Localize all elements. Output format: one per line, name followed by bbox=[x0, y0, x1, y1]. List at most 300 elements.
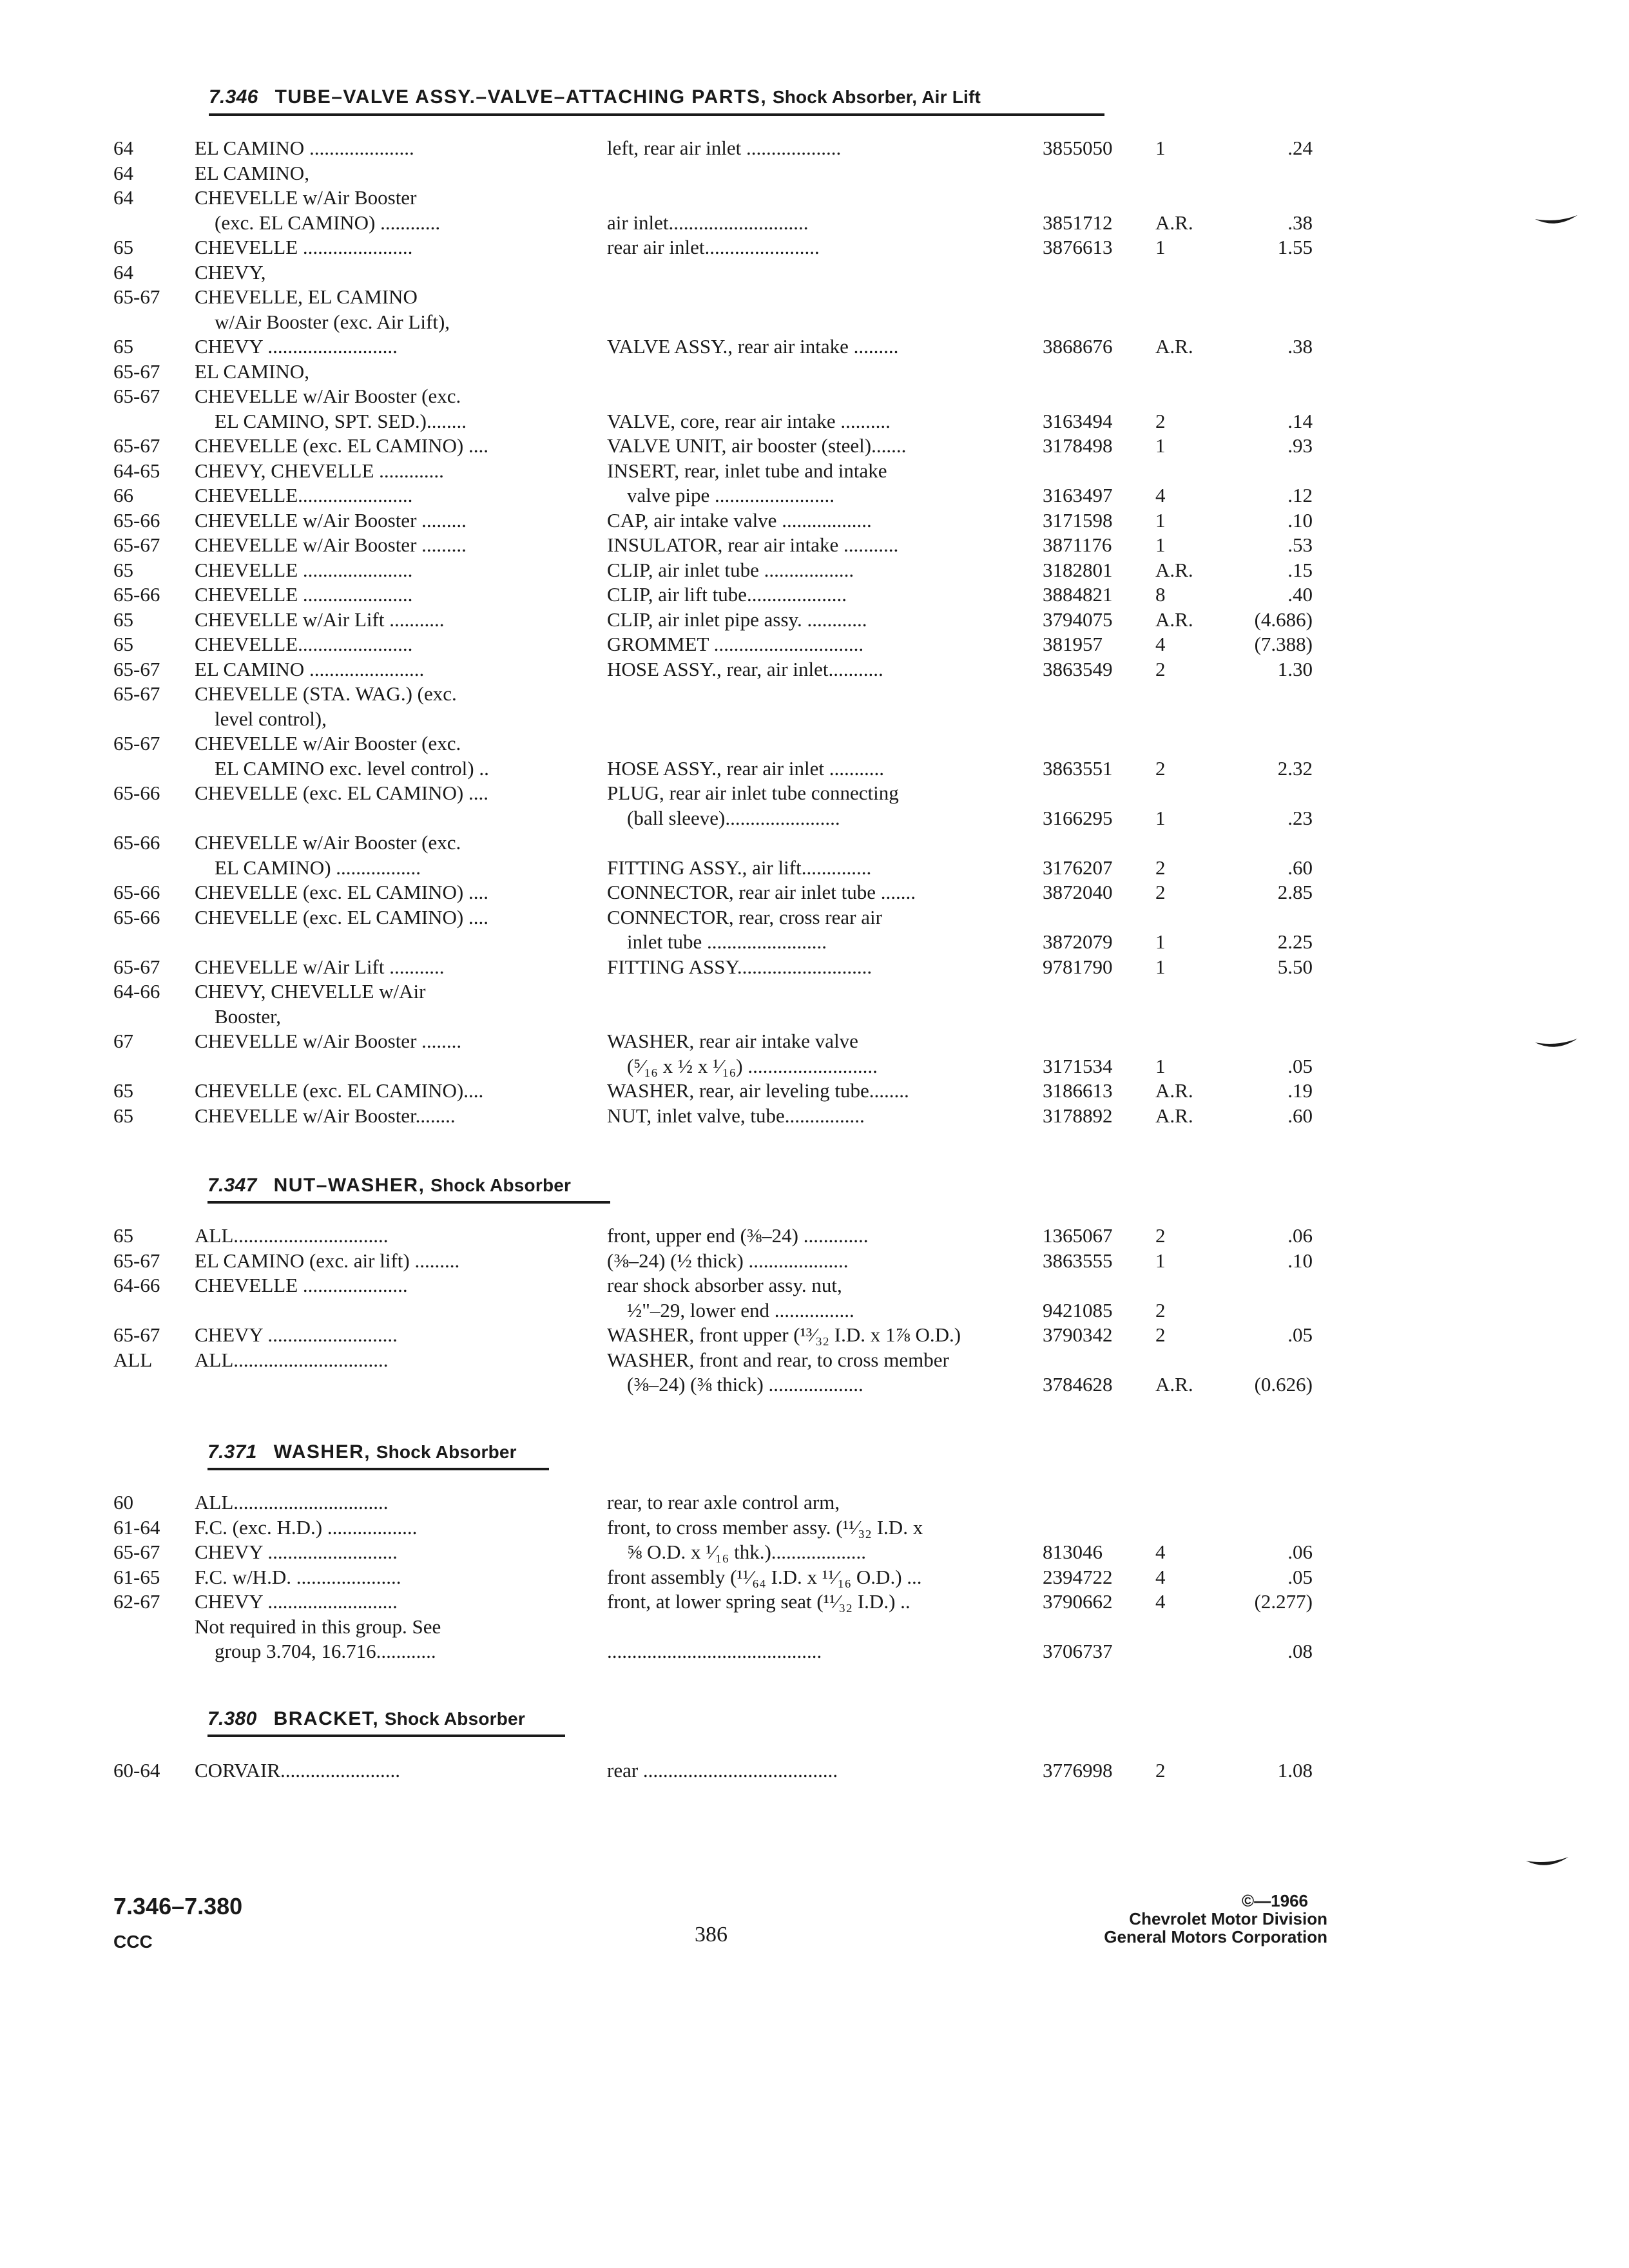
cell-app: group 3.704, 16.716............ bbox=[195, 1640, 436, 1662]
cell-qty: A.R. bbox=[1155, 211, 1193, 234]
footer-range: 7.346–7.380 bbox=[113, 1893, 243, 1919]
cell-qty: 2 bbox=[1155, 657, 1166, 680]
table-row bbox=[0, 731, 1629, 756]
cell-price: .05 bbox=[1287, 1565, 1313, 1588]
cell-app: CHEVELLE (exc. EL CAMINO) .... bbox=[195, 782, 488, 804]
cell-year: 60-64 bbox=[113, 1759, 160, 1782]
cell-part: 813046 bbox=[1043, 1541, 1103, 1563]
cell-price: 5.50 bbox=[1277, 955, 1313, 978]
cell-year: 65 bbox=[113, 608, 133, 631]
table-row bbox=[0, 805, 1629, 831]
cell-qty: 1 bbox=[1155, 1249, 1166, 1272]
cell-part: 3163494 bbox=[1043, 409, 1113, 432]
footer-corporation: General Motors Corporation bbox=[1104, 1927, 1327, 1946]
cell-price: (7.388) bbox=[1254, 633, 1313, 655]
cell-year: 64 bbox=[113, 161, 133, 184]
table-row bbox=[0, 260, 1629, 285]
cell-part: 3872040 bbox=[1043, 881, 1113, 903]
table-row bbox=[0, 1248, 1629, 1274]
margin-mark-icon bbox=[1534, 210, 1579, 229]
cell-part: 2394722 bbox=[1043, 1565, 1113, 1588]
table-row bbox=[0, 879, 1629, 905]
cell-desc: ⅝ O.D. x ¹⁄₁₆ thk.)................... bbox=[607, 1541, 867, 1563]
cell-year: 65 bbox=[113, 558, 133, 581]
cell-qty: A.R. bbox=[1155, 335, 1193, 358]
cell-app: Booster, bbox=[195, 1004, 281, 1028]
cell-price: (2.277) bbox=[1254, 1590, 1313, 1613]
cell-qty: 1 bbox=[1155, 955, 1166, 978]
cell-part: 3784628 bbox=[1043, 1373, 1113, 1396]
cell-desc: INSERT, rear, inlet tube and intake bbox=[607, 459, 887, 482]
cell-price: .93 bbox=[1287, 434, 1313, 457]
cell-part: 3872079 bbox=[1043, 930, 1113, 953]
cell-year: 65 bbox=[113, 633, 133, 655]
cell-year: 65-67 bbox=[113, 385, 160, 407]
cell-desc: VALVE UNIT, air booster (steel)....... bbox=[607, 434, 907, 457]
page-number: 386 bbox=[695, 1923, 728, 1946]
cell-part: 3178892 bbox=[1043, 1104, 1113, 1127]
cell-app: Not required in this group. See bbox=[195, 1615, 441, 1638]
table-row bbox=[0, 1298, 1629, 1323]
table-row bbox=[0, 284, 1629, 310]
cell-year: 65 bbox=[113, 1104, 133, 1127]
table-row bbox=[0, 210, 1629, 236]
section-number: 7.346 bbox=[209, 86, 258, 108]
cell-desc: front, to cross member assy. (¹¹⁄₃₂ I.D. x bbox=[607, 1515, 923, 1539]
cell-app: CHEVELLE w/Air Booster ......... bbox=[195, 533, 467, 556]
cell-app: EL CAMINO (exc. air lift) ......... bbox=[195, 1249, 460, 1272]
table-row bbox=[0, 458, 1629, 484]
cell-qty: 4 bbox=[1155, 1565, 1166, 1588]
cell-app: CHEVELLE (exc. EL CAMINO) .... bbox=[195, 881, 488, 903]
cell-year: 64-66 bbox=[113, 1274, 160, 1296]
cell-price: (0.626) bbox=[1254, 1373, 1313, 1396]
cell-year: 65-67 bbox=[113, 360, 160, 383]
cell-price: .05 bbox=[1287, 1323, 1313, 1346]
section-subtitle: Shock Absorber bbox=[430, 1175, 572, 1195]
cell-desc: rear air inlet....................... bbox=[607, 236, 820, 258]
cell-qty: 2 bbox=[1155, 1224, 1166, 1247]
cell-qty: 2 bbox=[1155, 856, 1166, 879]
table-row bbox=[0, 1515, 1629, 1541]
cell-year: 65 bbox=[113, 236, 133, 258]
cell-part: 3182801 bbox=[1043, 558, 1113, 581]
cell-year: 65-67 bbox=[113, 1541, 160, 1563]
cell-price: 2.85 bbox=[1277, 881, 1313, 903]
cell-qty: 2 bbox=[1155, 1323, 1166, 1346]
cell-desc: WASHER, rear, air leveling tube........ bbox=[607, 1079, 909, 1102]
cell-year: 66 bbox=[113, 484, 133, 506]
table-row bbox=[0, 1564, 1629, 1590]
section-header-7-346 bbox=[209, 86, 981, 108]
table-row bbox=[0, 979, 1629, 1004]
footer-code: CCC bbox=[113, 1932, 153, 1952]
cell-year: 60 bbox=[113, 1491, 133, 1514]
section-rule bbox=[209, 113, 1104, 116]
table-row bbox=[0, 780, 1629, 806]
cell-qty: A.R. bbox=[1155, 1373, 1193, 1396]
table-row bbox=[0, 830, 1629, 856]
cell-year: 65-66 bbox=[113, 831, 160, 854]
cell-year: 65-67 bbox=[113, 955, 160, 978]
cell-year: 65-66 bbox=[113, 782, 160, 804]
cell-year: 65-67 bbox=[113, 682, 160, 705]
cell-year: 64 bbox=[113, 260, 133, 284]
cell-app: (exc. EL CAMINO) ............ bbox=[195, 211, 441, 234]
table-row bbox=[0, 433, 1629, 459]
cell-desc: CONNECTOR, rear air inlet tube ....... bbox=[607, 881, 916, 903]
cell-desc: (ball sleeve)....................... bbox=[607, 806, 840, 829]
cell-year: 61-65 bbox=[113, 1565, 160, 1588]
cell-desc: (⁵⁄₁₆ x ½ x ¹⁄₁₆) .......................... bbox=[607, 1054, 878, 1077]
section-title: BRACKET, bbox=[273, 1708, 380, 1729]
cell-qty: 2 bbox=[1155, 1759, 1166, 1782]
section-number: 7.371 bbox=[207, 1441, 257, 1463]
cell-part: 1365067 bbox=[1043, 1224, 1113, 1247]
cell-app: CORVAIR........................ bbox=[195, 1759, 401, 1782]
table-row bbox=[0, 631, 1629, 657]
section-subtitle: Shock Absorber, Air Lift bbox=[772, 87, 981, 107]
cell-desc: PLUG, rear air inlet tube connecting bbox=[607, 782, 899, 804]
cell-app: CHEVELLE w/Air Booster (exc. bbox=[195, 732, 461, 754]
table-row bbox=[0, 160, 1629, 186]
cell-app: EL CAMINO, bbox=[195, 360, 309, 383]
table-row bbox=[0, 1322, 1629, 1348]
table-row bbox=[0, 185, 1629, 211]
section-header-7-371 bbox=[207, 1441, 517, 1463]
cell-price: .06 bbox=[1287, 1541, 1313, 1563]
cell-qty: 4 bbox=[1155, 1590, 1166, 1613]
section-header-7-380 bbox=[207, 1708, 525, 1730]
cell-price: .10 bbox=[1287, 508, 1313, 532]
cell-desc: WASHER, front and rear, to cross member bbox=[607, 1348, 949, 1371]
cell-app: w/Air Booster (exc. Air Lift), bbox=[195, 310, 450, 333]
cell-desc: front, upper end (⅜–24) ............. bbox=[607, 1224, 869, 1247]
table-row bbox=[0, 1223, 1629, 1249]
table-row bbox=[0, 954, 1629, 980]
cell-desc: FITTING ASSY., air lift.............. bbox=[607, 856, 872, 879]
table-row bbox=[0, 681, 1629, 707]
cell-price: .38 bbox=[1287, 211, 1313, 234]
cell-part: 3868676 bbox=[1043, 335, 1113, 358]
cell-qty: A.R. bbox=[1155, 608, 1193, 631]
cell-app: CHEVELLE w/Air Lift ........... bbox=[195, 955, 445, 978]
section-number: 7.347 bbox=[207, 1175, 257, 1196]
cell-year: 67 bbox=[113, 1030, 133, 1052]
footer-copyright: ©—1966 bbox=[1242, 1891, 1308, 1910]
cell-app: EL CAMINO, bbox=[195, 161, 309, 184]
cell-qty: 2 bbox=[1155, 756, 1166, 780]
cell-price: 1.30 bbox=[1277, 657, 1313, 680]
cell-year: 65-66 bbox=[113, 508, 160, 532]
cell-desc: front assembly (¹¹⁄₆₄ I.D. x ¹¹⁄₁₆ O.D.) ... bbox=[607, 1565, 922, 1588]
cell-year: 65-67 bbox=[113, 533, 160, 556]
cell-app: CHEVY .......................... bbox=[195, 1541, 398, 1563]
section-rule bbox=[207, 1201, 610, 1204]
cell-desc: GROMMET .............................. bbox=[607, 633, 864, 655]
section-title: WASHER, bbox=[273, 1441, 371, 1463]
cell-desc: CLIP, air lift tube.................... bbox=[607, 583, 847, 606]
cell-part: 3876613 bbox=[1043, 236, 1113, 258]
cell-price: .19 bbox=[1287, 1079, 1313, 1102]
table-row bbox=[0, 334, 1629, 360]
table-row bbox=[0, 1078, 1629, 1104]
cell-desc: CONNECTOR, rear, cross rear air bbox=[607, 905, 882, 928]
cell-qty: 1 bbox=[1155, 930, 1166, 953]
cell-desc: rear, to rear axle control arm, bbox=[607, 1491, 840, 1514]
cell-app: CHEVELLE w/Air Booster (exc. bbox=[195, 831, 461, 854]
cell-price: .60 bbox=[1287, 1104, 1313, 1127]
table-row bbox=[0, 929, 1629, 955]
cell-price: .12 bbox=[1287, 484, 1313, 506]
section-title: NUT–WASHER, bbox=[273, 1175, 425, 1196]
table-row bbox=[0, 408, 1629, 434]
cell-desc: (⅜–24) (⅜ thick) ................... bbox=[607, 1373, 863, 1396]
table-row bbox=[0, 309, 1629, 335]
cell-part: 3863555 bbox=[1043, 1249, 1113, 1272]
cell-qty: 2 bbox=[1155, 1298, 1166, 1321]
section-number: 7.380 bbox=[207, 1708, 257, 1729]
table-row bbox=[0, 235, 1629, 260]
cell-part: 3863549 bbox=[1043, 657, 1113, 680]
cell-desc: left, rear air inlet ................... bbox=[607, 137, 842, 159]
cell-app: CHEVELLE ...................... bbox=[195, 236, 413, 258]
cell-desc: VALVE ASSY., rear air intake ......... bbox=[607, 335, 899, 358]
cell-desc: CLIP, air inlet tube .................. bbox=[607, 558, 854, 581]
table-row bbox=[0, 905, 1629, 930]
section-subtitle: Shock Absorber bbox=[376, 1442, 517, 1462]
cell-app: F.C. (exc. H.D.) .................. bbox=[195, 1515, 418, 1539]
cell-app: CHEVELLE (STA. WAG.) (exc. bbox=[195, 682, 457, 705]
cell-desc: CAP, air intake valve .................. bbox=[607, 508, 872, 532]
cell-qty: 1 bbox=[1155, 508, 1166, 532]
cell-desc: rear ....................................... bbox=[607, 1759, 838, 1782]
section-rule bbox=[207, 1735, 565, 1737]
cell-desc: FITTING ASSY........................... bbox=[607, 955, 872, 978]
cell-app: CHEVY .......................... bbox=[195, 1323, 398, 1346]
cell-year: ALL bbox=[113, 1348, 153, 1371]
cell-price: .15 bbox=[1287, 558, 1313, 581]
cell-part: 3794075 bbox=[1043, 608, 1113, 631]
cell-year: 65 bbox=[113, 1079, 133, 1102]
cell-app: CHEVELLE (exc. EL CAMINO) .... bbox=[195, 434, 488, 457]
cell-desc: CLIP, air inlet pipe assy. ............ bbox=[607, 608, 867, 631]
cell-year: 65-67 bbox=[113, 1249, 160, 1272]
cell-year: 65 bbox=[113, 335, 133, 358]
cell-qty: 1 bbox=[1155, 434, 1166, 457]
table-row bbox=[0, 508, 1629, 533]
cell-part: 9421085 bbox=[1043, 1298, 1113, 1321]
footer-division: Chevrolet Motor Division bbox=[1129, 1909, 1327, 1928]
cell-app: EL CAMINO) ................. bbox=[195, 856, 421, 879]
cell-price: .10 bbox=[1287, 1249, 1313, 1272]
cell-year: 65-67 bbox=[113, 285, 160, 308]
table-row bbox=[0, 582, 1629, 608]
cell-price: .38 bbox=[1287, 335, 1313, 358]
cell-app: CHEVELLE ...................... bbox=[195, 583, 413, 606]
cell-part: 3171534 bbox=[1043, 1054, 1113, 1077]
cell-qty: 1 bbox=[1155, 533, 1166, 556]
cell-year: 61-64 bbox=[113, 1515, 160, 1539]
cell-app: CHEVELLE ..................... bbox=[195, 1274, 408, 1296]
cell-qty: A.R. bbox=[1155, 1104, 1193, 1127]
table-row bbox=[0, 756, 1629, 782]
cell-qty: 1 bbox=[1155, 137, 1166, 159]
cell-year: 65-67 bbox=[113, 1323, 160, 1346]
table-row bbox=[0, 657, 1629, 682]
table-row bbox=[0, 1758, 1629, 1783]
cell-qty: A.R. bbox=[1155, 558, 1193, 581]
cell-app: ALL............................... bbox=[195, 1348, 389, 1371]
cell-qty: 2 bbox=[1155, 409, 1166, 432]
cell-desc: front, at lower spring seat (¹¹⁄₃₂ I.D.) .. bbox=[607, 1590, 911, 1613]
cell-year: 64 bbox=[113, 186, 133, 209]
cell-desc: WASHER, rear air intake valve bbox=[607, 1030, 858, 1052]
cell-app: CHEVELLE w/Air Booster bbox=[195, 186, 417, 209]
table-row bbox=[0, 1639, 1629, 1664]
cell-desc: (⅜–24) (½ thick) .................... bbox=[607, 1249, 849, 1272]
cell-desc: inlet tube ........................ bbox=[607, 930, 827, 953]
cell-part: 3884821 bbox=[1043, 583, 1113, 606]
cell-app: CHEVELLE....................... bbox=[195, 633, 413, 655]
cell-year: 65-66 bbox=[113, 583, 160, 606]
cell-app: CHEVELLE w/Air Lift ........... bbox=[195, 608, 445, 631]
cell-price: .23 bbox=[1287, 806, 1313, 829]
table-row bbox=[0, 1614, 1629, 1640]
cell-app: CHEVELLE (exc. EL CAMINO).... bbox=[195, 1079, 484, 1102]
cell-desc: HOSE ASSY., rear air inlet ........... bbox=[607, 756, 884, 780]
cell-desc: ........................................... bbox=[607, 1640, 822, 1662]
cell-app: level control), bbox=[195, 707, 327, 730]
cell-price: .60 bbox=[1287, 856, 1313, 879]
table-row bbox=[0, 532, 1629, 558]
cell-qty: 1 bbox=[1155, 236, 1166, 258]
cell-part: 3863551 bbox=[1043, 756, 1113, 780]
cell-year: 64-66 bbox=[113, 980, 160, 1003]
margin-mark-icon bbox=[1534, 1033, 1579, 1053]
cell-desc: HOSE ASSY., rear, air inlet........... bbox=[607, 657, 883, 680]
cell-price: .05 bbox=[1287, 1054, 1313, 1077]
cell-app: EL CAMINO, SPT. SED.)........ bbox=[195, 409, 467, 432]
cell-part: 3163497 bbox=[1043, 484, 1113, 506]
table-row bbox=[0, 1053, 1629, 1079]
cell-year: 65-67 bbox=[113, 657, 160, 680]
table-row bbox=[0, 1589, 1629, 1615]
cell-part: 381957 bbox=[1043, 633, 1103, 655]
cell-desc: NUT, inlet valve, tube................ bbox=[607, 1104, 865, 1127]
cell-desc: rear shock absorber assy. nut, bbox=[607, 1274, 842, 1296]
cell-desc: ½"–29, lower end ................ bbox=[607, 1298, 854, 1321]
section-title: TUBE–VALVE ASSY.–VALVE–ATTACHING PARTS, bbox=[275, 86, 767, 108]
cell-qty: 4 bbox=[1155, 633, 1166, 655]
section-header-7-347 bbox=[207, 1175, 571, 1196]
table-row bbox=[0, 1103, 1629, 1129]
cell-part: 3790342 bbox=[1043, 1323, 1113, 1346]
table-row bbox=[0, 1539, 1629, 1565]
cell-app: CHEVELLE w/Air Booster ........ bbox=[195, 1030, 462, 1052]
cell-app: CHEVY .......................... bbox=[195, 335, 398, 358]
cell-qty: 1 bbox=[1155, 806, 1166, 829]
table-row bbox=[0, 1372, 1629, 1398]
cell-part: 3871176 bbox=[1043, 533, 1112, 556]
section-subtitle: Shock Absorber bbox=[384, 1709, 525, 1729]
cell-desc: WASHER, front upper (¹³⁄₃₂ I.D. x 1⅞ O.D.) bbox=[607, 1323, 961, 1346]
cell-part: 3171598 bbox=[1043, 508, 1113, 532]
cell-qty: 1 bbox=[1155, 1054, 1166, 1077]
cell-price: 2.32 bbox=[1277, 756, 1313, 780]
cell-app: CHEVELLE (exc. EL CAMINO) .... bbox=[195, 905, 488, 928]
cell-qty: 2 bbox=[1155, 881, 1166, 903]
cell-app: CHEVY .......................... bbox=[195, 1590, 398, 1613]
cell-app: F.C. w/H.D. ..................... bbox=[195, 1565, 401, 1588]
cell-app: ALL............................... bbox=[195, 1491, 389, 1514]
cell-year: 65-67 bbox=[113, 732, 160, 754]
cell-part: 3790662 bbox=[1043, 1590, 1113, 1613]
cell-year: 65-67 bbox=[113, 434, 160, 457]
cell-part: 3776998 bbox=[1043, 1759, 1113, 1782]
cell-year: 65-66 bbox=[113, 881, 160, 903]
margin-mark-icon bbox=[1525, 1852, 1570, 1871]
cell-year: 62-67 bbox=[113, 1590, 160, 1613]
table-row bbox=[0, 359, 1629, 385]
table-row bbox=[0, 483, 1629, 508]
cell-app: CHEVELLE ...................... bbox=[195, 558, 413, 581]
cell-part: 3855050 bbox=[1043, 137, 1113, 159]
cell-qty: A.R. bbox=[1155, 1079, 1193, 1102]
table-row bbox=[0, 607, 1629, 633]
cell-price: 2.25 bbox=[1277, 930, 1313, 953]
cell-app: CHEVELLE w/Air Booster (exc. bbox=[195, 385, 461, 407]
table-row bbox=[0, 383, 1629, 409]
cell-part: 3176207 bbox=[1043, 856, 1113, 879]
cell-app: ALL............................... bbox=[195, 1224, 389, 1247]
cell-part: 3178498 bbox=[1043, 434, 1113, 457]
cell-app: EL CAMINO ....................... bbox=[195, 657, 425, 680]
cell-qty: 8 bbox=[1155, 583, 1166, 606]
table-row bbox=[0, 1347, 1629, 1373]
cell-desc: valve pipe ........................ bbox=[607, 484, 835, 506]
cell-year: 64 bbox=[113, 137, 133, 159]
cell-desc: VALVE, core, rear air intake .......... bbox=[607, 409, 891, 432]
section-rule bbox=[207, 1468, 549, 1470]
cell-app: CHEVELLE....................... bbox=[195, 484, 413, 506]
cell-app: CHEVY, CHEVELLE ............. bbox=[195, 459, 444, 482]
cell-year: 65 bbox=[113, 1224, 133, 1247]
cell-part: 3706737 bbox=[1043, 1640, 1113, 1662]
table-row bbox=[0, 1028, 1629, 1054]
cell-app: CHEVELLE, EL CAMINO bbox=[195, 285, 418, 308]
cell-part: 3186613 bbox=[1043, 1079, 1113, 1102]
cell-price: .14 bbox=[1287, 409, 1313, 432]
cell-app: CHEVY, CHEVELLE w/Air bbox=[195, 980, 426, 1003]
table-row bbox=[0, 557, 1629, 583]
cell-qty: 4 bbox=[1155, 1541, 1166, 1563]
cell-app: EL CAMINO ..................... bbox=[195, 137, 414, 159]
cell-part: 3851712 bbox=[1043, 211, 1113, 234]
cell-part: 3166295 bbox=[1043, 806, 1113, 829]
cell-price: 1.08 bbox=[1277, 1759, 1313, 1782]
cell-app: CHEVELLE w/Air Booster ......... bbox=[195, 508, 467, 532]
cell-price: (4.686) bbox=[1254, 608, 1313, 631]
cell-price: .06 bbox=[1287, 1224, 1313, 1247]
cell-desc: INSULATOR, rear air intake ........... bbox=[607, 533, 899, 556]
table-row bbox=[0, 706, 1629, 732]
cell-price: .53 bbox=[1287, 533, 1313, 556]
cell-app: EL CAMINO exc. level control) .. bbox=[195, 756, 489, 780]
table-row bbox=[0, 1004, 1629, 1030]
table-row bbox=[0, 855, 1629, 881]
cell-part: 9781790 bbox=[1043, 955, 1113, 978]
